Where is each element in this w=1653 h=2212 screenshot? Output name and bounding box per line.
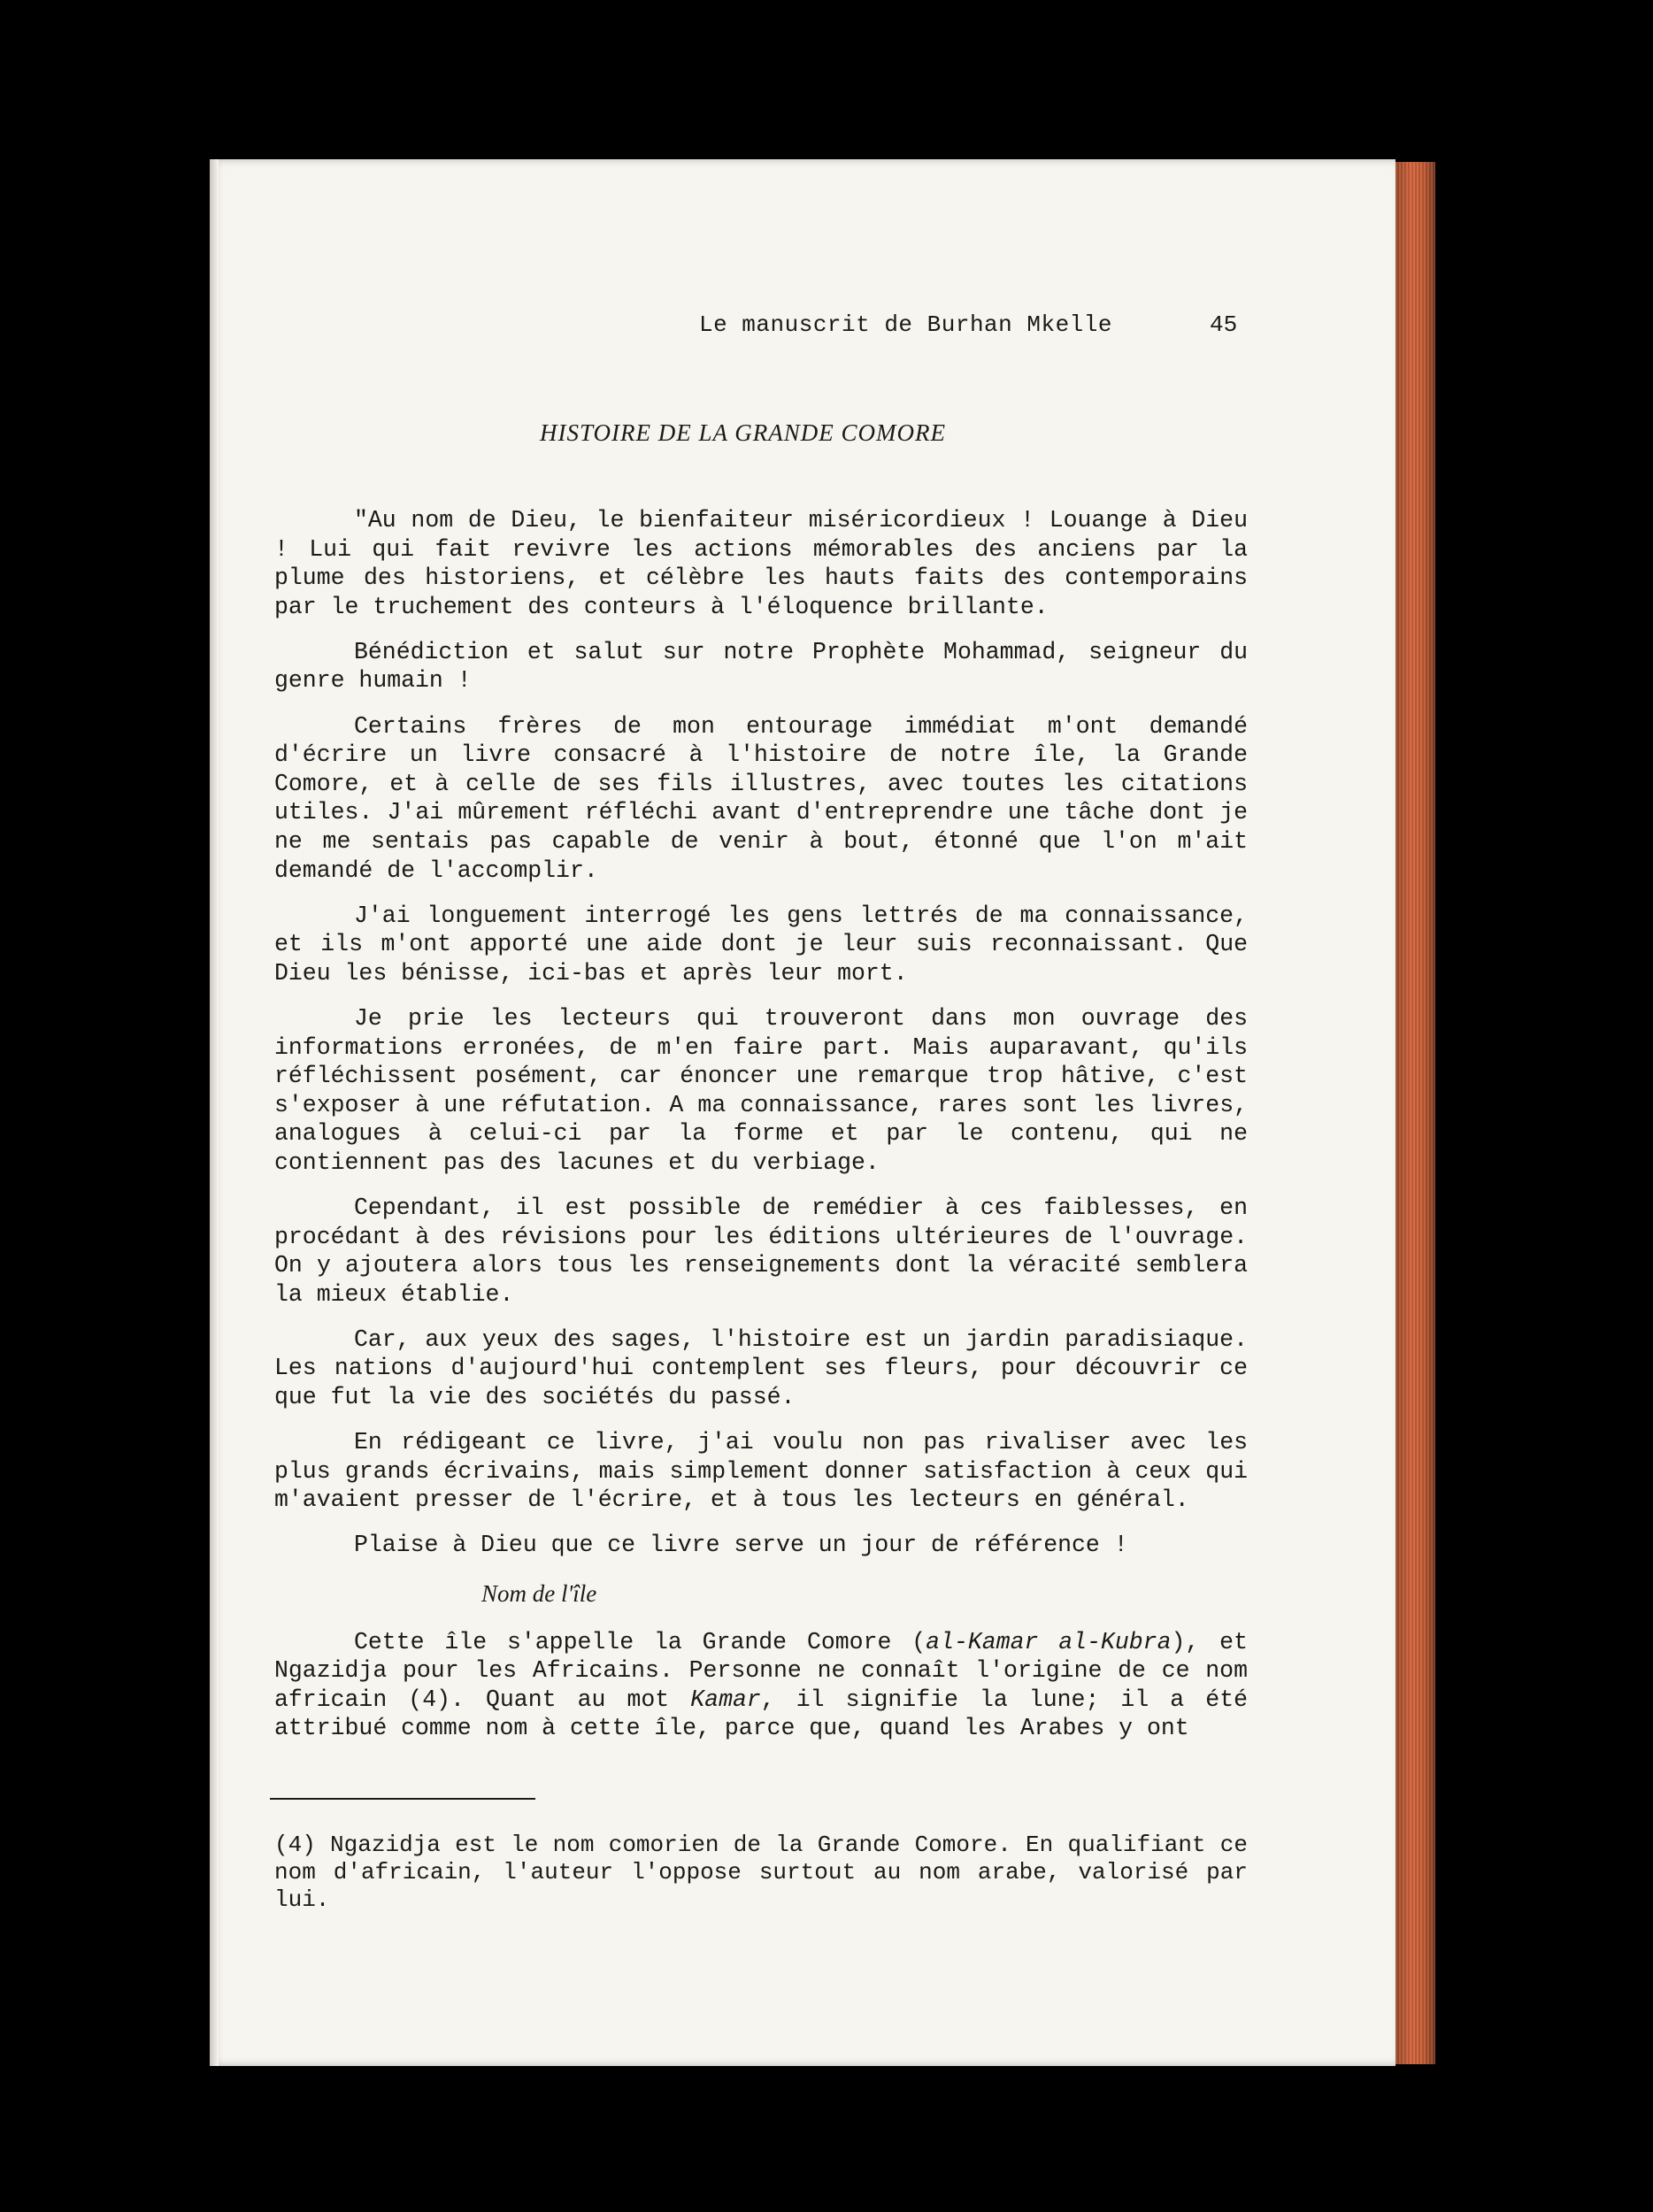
text-span: ), et Ngazidja pour les Africains. Personne ne connaît l'origine de ce nom africain (4). Quant au mot bbox=[274, 1628, 1248, 1713]
page-edge bbox=[1395, 162, 1435, 2064]
text-span: Cette île s'appelle la Grande Comore ( bbox=[354, 1628, 926, 1655]
paragraph: Car, aux yeux des sages, l'histoire est un jardin paradisiaque. Les nations d'aujourd'hui contemplent ses fleurs, pour découvrir ce que fut la vie des sociétés du passé. bbox=[274, 1325, 1248, 1411]
italic-term: Kamar bbox=[690, 1686, 761, 1713]
section-title: HISTOIRE DE LA GRANDE COMORE bbox=[540, 419, 946, 446]
paragraph: Cependant, il est possible de remédier à ces faiblesses, en procédant à des révisions pour les éditions ultérieures de l'ouvrage. On y ajoutera alors tous les renseignements dont la véracité semblera la mieux établie. bbox=[274, 1194, 1248, 1308]
running-head: Le manuscrit de Burhan Mkelle bbox=[699, 311, 1112, 338]
italic-term: al-Kamar al-Kubra bbox=[926, 1628, 1172, 1655]
subheading: Nom de l'île bbox=[481, 1580, 597, 1607]
body-text bbox=[274, 506, 1248, 1759]
text-span: , il signifie la lune; il a été attribué comme nom à cette île, parce que, quand les Arabes y ont bbox=[274, 1686, 1249, 1742]
page-gutter bbox=[210, 159, 219, 2066]
page-edge-lines bbox=[1395, 162, 1435, 2064]
paragraph: Je prie les lecteurs qui trouveront dans mon ouvrage des informations erronées, de m'en faire part. Mais auparavant, qu'ils réfléchissent posément, car énoncer une remarque trop hâtive, c'est s'exposer à une réfutation. A ma connaissance, rares sont les livres, analogues à celui-ci par la forme et par le contenu, qui ne contiennent pas des lacunes et du verbiage. bbox=[274, 1004, 1248, 1176]
page-number: 45 bbox=[1210, 311, 1238, 338]
paragraph-final bbox=[274, 1628, 1248, 1743]
paragraph: Plaise à Dieu que ce livre serve un jour de référence ! bbox=[354, 1532, 1128, 1559]
footnote-rule bbox=[270, 1798, 535, 1800]
paragraph: Certains frères de mon entourage immédiat m'ont demandé d'écrire un livre consacré à l'histoire de notre île, la Grande Comore, et à celle de ses fils illustres, avec toutes les citations utiles. J'ai mûrement réfléchi avant d'entreprendre une tâche dont je ne me sentais pas capable de venir à bout, étonné que l'on m'ait demandé de l'accomplir. bbox=[274, 712, 1248, 884]
paragraph: En rédigeant ce livre, j'ai voulu non pas rivaliser avec les plus grands écrivains, mais simplement donner satisfaction à ceux qui m'avaient presser de l'écrire, et à tous les lecteurs en général. bbox=[274, 1429, 1248, 1514]
footnote: (4) Ngazidja est le nom comorien de la Grande Comore. En qualifiant ce nom d'africain, l'auteur l'oppose surtout au nom arabe, valorisé par lui. bbox=[274, 1832, 1248, 1913]
paragraph: J'ai longuement interrogé les gens lettrés de ma connaissance, et ils m'ont apporté une aide dont je leur suis reconnaissant. Que Dieu les bénisse, ici-bas et après leur mort. bbox=[274, 902, 1248, 987]
paragraph: Bénédiction et salut sur notre Prophète Mohammad, seigneur du genre humain ! bbox=[274, 638, 1248, 695]
paragraph: "Au nom de Dieu, le bienfaiteur miséricordieux ! Louange à Dieu ! Lui qui fait revivre les actions mémorables des anciens par la plume des historiens, et célèbre les hauts faits des contemporains par le truchement des conteurs à l'éloquence brillante. bbox=[274, 507, 1248, 620]
